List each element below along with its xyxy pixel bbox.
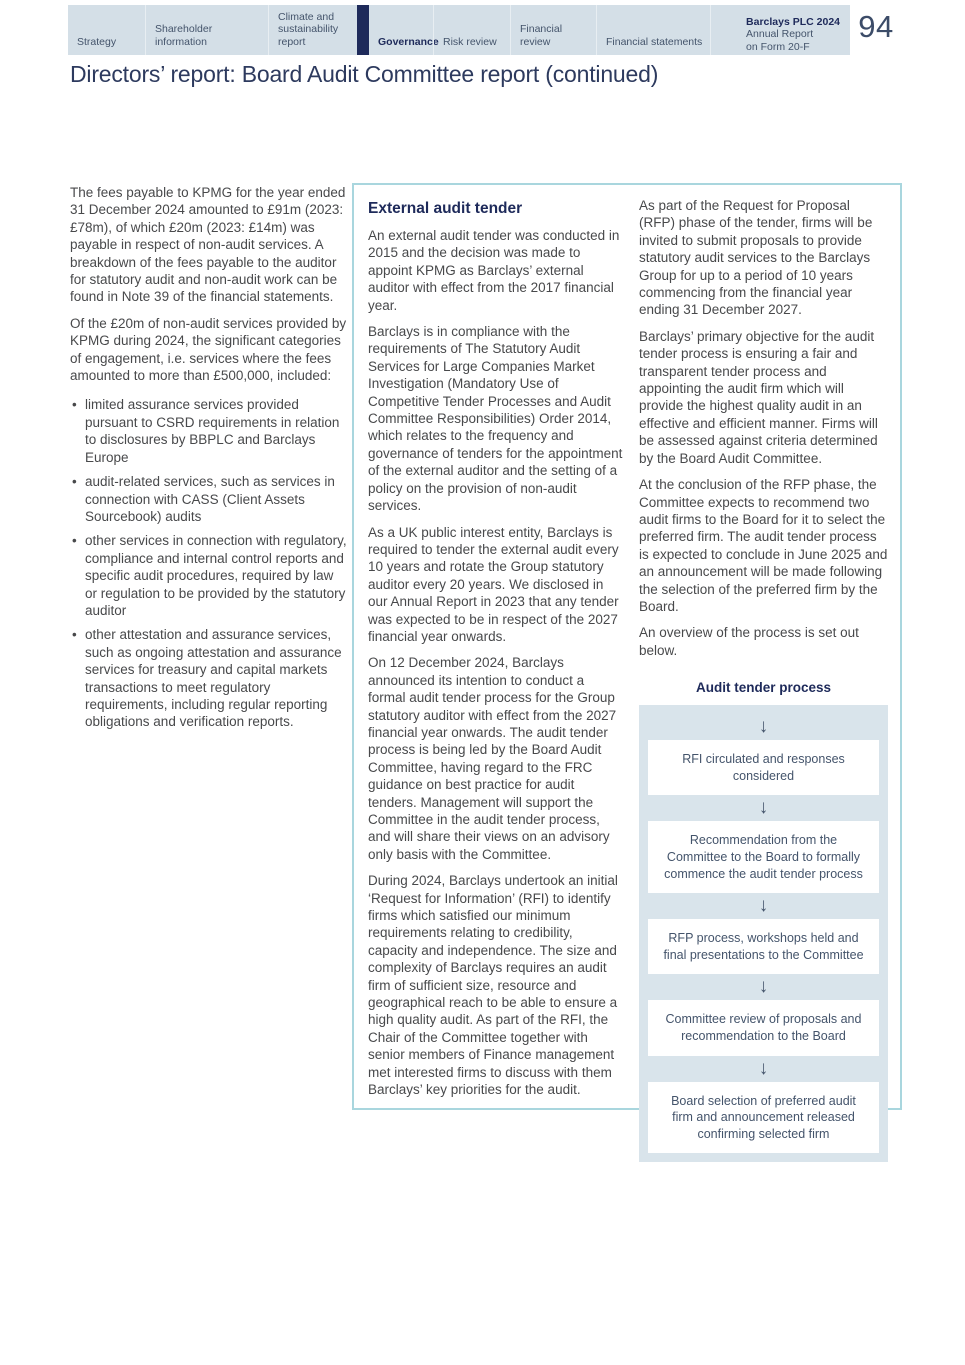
nav-tab[interactable] [268,5,357,55]
nav-tab-label: Risk review [443,35,497,48]
nav-tab[interactable] [68,5,145,55]
paragraph: As part of the Request for Proposal (RFP) phase of the tender, firms will be invited to submit proposals to provide statutory audit services to the Barclays Group for up to a period of 10 years commencing from the financial year ending 31 December 2027. [638,198,873,318]
process-step-group [648,974,879,1055]
nav-tab[interactable] [357,5,439,55]
report-form: on Form 20-F [746,40,810,53]
bullet-item: • other services in connection with regulatory, compliance and internal control reports and specific audit procedures, required by law or regulation to be provided by the statutory auditor [70,532,348,619]
nav-tab[interactable] [433,5,510,55]
nav-tab[interactable] [510,5,596,55]
paragraph: As a UK public interest entity, Barclays is required to tender the external audit every 10 years and rotate the Group statutory auditor every 20 years. We disclosed in our Annual Report in 2023 that any tender was expected to be in respect of the 2027 financial year onwards. [368,524,619,644]
nav-tab-label: Governance [378,35,439,48]
process-step: RFP process, workshops held and final presentations to the Committee [648,919,879,974]
process-title: Audit tender process [695,680,831,696]
page-number: 94 [858,9,894,44]
down-arrow-icon: ↓ [758,797,769,819]
process-step-group [648,795,879,893]
tender-panel-title: External audit tender [368,200,523,217]
engagement-bullet-list [70,396,348,730]
report-title: Barclays PLC 2024 [746,16,840,28]
process-step-group [648,714,879,795]
external-audit-tender-panel [352,183,902,1141]
paragraph: Barclays is in compliance with the requirements of The Statutory Audit Services for Large Companies Market Investigation (Mandatory Use of Competitive Tender Processes and Audit Committee Responsibilities) Order 2014, which relates to the frequency and governance of tenders for the appointment of the external auditor and the setting of a policy on the provision of non-audit services. [368,324,623,514]
report-identifier [746,5,850,55]
section-tabs [68,5,711,55]
nav-spacer [711,5,746,55]
process-step-group [648,893,879,974]
process-step: Committee review of proposals and recommendation to the Board [648,1000,879,1055]
down-arrow-icon: ↓ [758,976,769,998]
audit-tender-process-flow [639,705,888,1162]
nav-tab-label: Shareholder information [155,23,213,48]
page-title: Directors’ report: Board Audit Committee report (continued) [70,61,659,87]
nav-tab-label: Strategy [77,35,117,48]
nav-tab[interactable] [596,5,711,55]
process-step: RFI circulated and responses considered [648,740,879,795]
down-arrow-icon: ↓ [758,895,769,917]
process-step: Recommendation from the Committee to the Board to formally commence the audit tender process [648,821,879,893]
paragraph: Of the £20m of non-audit services provided by KPMG during 2024, the significant categories of engagement, i.e. services where the fees amounted to more than £500,000, included: [70,315,347,384]
process-step-group [648,1056,879,1154]
paragraph: During 2024, Barclays undertook an initial ‘Request for Information’ (RFI) to identify firms which satisfied our minimum requirements relating to credibility, capacity and independence. The size and complexity of Barclays requires an audit firm of sufficient size, resource and geographical reach to be able to ensure a high quality audit. As part of the RFI, the Chair of the Committee together with senior members of Finance management met interested firms to discuss with them Barclays’ key priorities for the audit. [368,873,618,1098]
tender-col2-paragraphs [639,197,888,659]
section-navbar [68,5,850,55]
paragraph: On 12 December 2024, Barclays announced its intention to conduct a formal audit tender process for the Group statutory auditor with effect from the 2027 financial year onwards. The audit tender process is being led by the Board Audit Committee, having regard to the FRC guidance on best practice for audit tenders. Management will support the Committee in the audit tender process, and will share their views on an advisory only basis with the Committee. [368,655,617,862]
paragraph: The fees payable to KPMG for the year ended 31 December 2024 amounted to £91m (2023: £78m), of which £20m (2023: £14m) was payable in respect of non-audit services. A breakdown of the fees payable to the auditor for statutory audit and non-audit work can be found in Note 39 of the financial statements. [70,185,346,305]
nav-tab-label: Climate and sustainability report [278,10,339,48]
nav-tab-label: Financial review [520,23,563,48]
tender-column-1 [368,197,625,1096]
bullet-item: • limited assurance services provided pursuant to CSRD requirements in relation to disclosures by BBPLC and Barclays Europe [70,396,348,466]
tender-col1-paragraphs [368,227,625,1099]
nav-tab[interactable] [145,5,268,55]
down-arrow-icon: ↓ [758,1057,769,1079]
bullet-item: • audit-related services, such as services in connection with CASS (Client Assets Sourcebook) audits [70,473,348,525]
paragraph: Barclays’ primary objective for the audit tender process is ensuring a fair and transparent tender process and appointing the audit firm which will provide the highest quality audit in an effective and efficient manner. Firms will be assessed against criteria determined by the Board Audit Committee. [638,328,878,466]
paragraph: At the conclusion of the RFP phase, the Committee expects to recommend two audit firms to the Board for it to select the preferred firm. The audit tender process is expected to conclude in June 2025 and an announcement will be made following the selection of the preferred firm by the Board. [638,477,888,614]
bullet-item: • other attestation and assurance services, such as ongoing attestation and assurance services for treasury and capital markets transactions to meet regulatory requirements, including regular reporting obligations and verification reports. [70,626,348,730]
report-subtitle: Annual Report [746,28,814,41]
nav-tab-label: Financial statements [606,35,703,48]
paragraph: An overview of the process is set out below. [638,625,859,658]
tender-column-2 [638,197,888,1141]
process-step: Board selection of preferred audit firm and announcement released confirming selected firm [648,1082,879,1154]
down-arrow-icon: ↓ [758,716,769,738]
paragraph: An external audit tender was conducted in 2015 and the decision was made to appoint KPMG as Barclays’ external auditor with effect from the 2017 financial year. [368,228,620,313]
fees-column [70,184,348,738]
fees-paragraphs [70,184,348,384]
